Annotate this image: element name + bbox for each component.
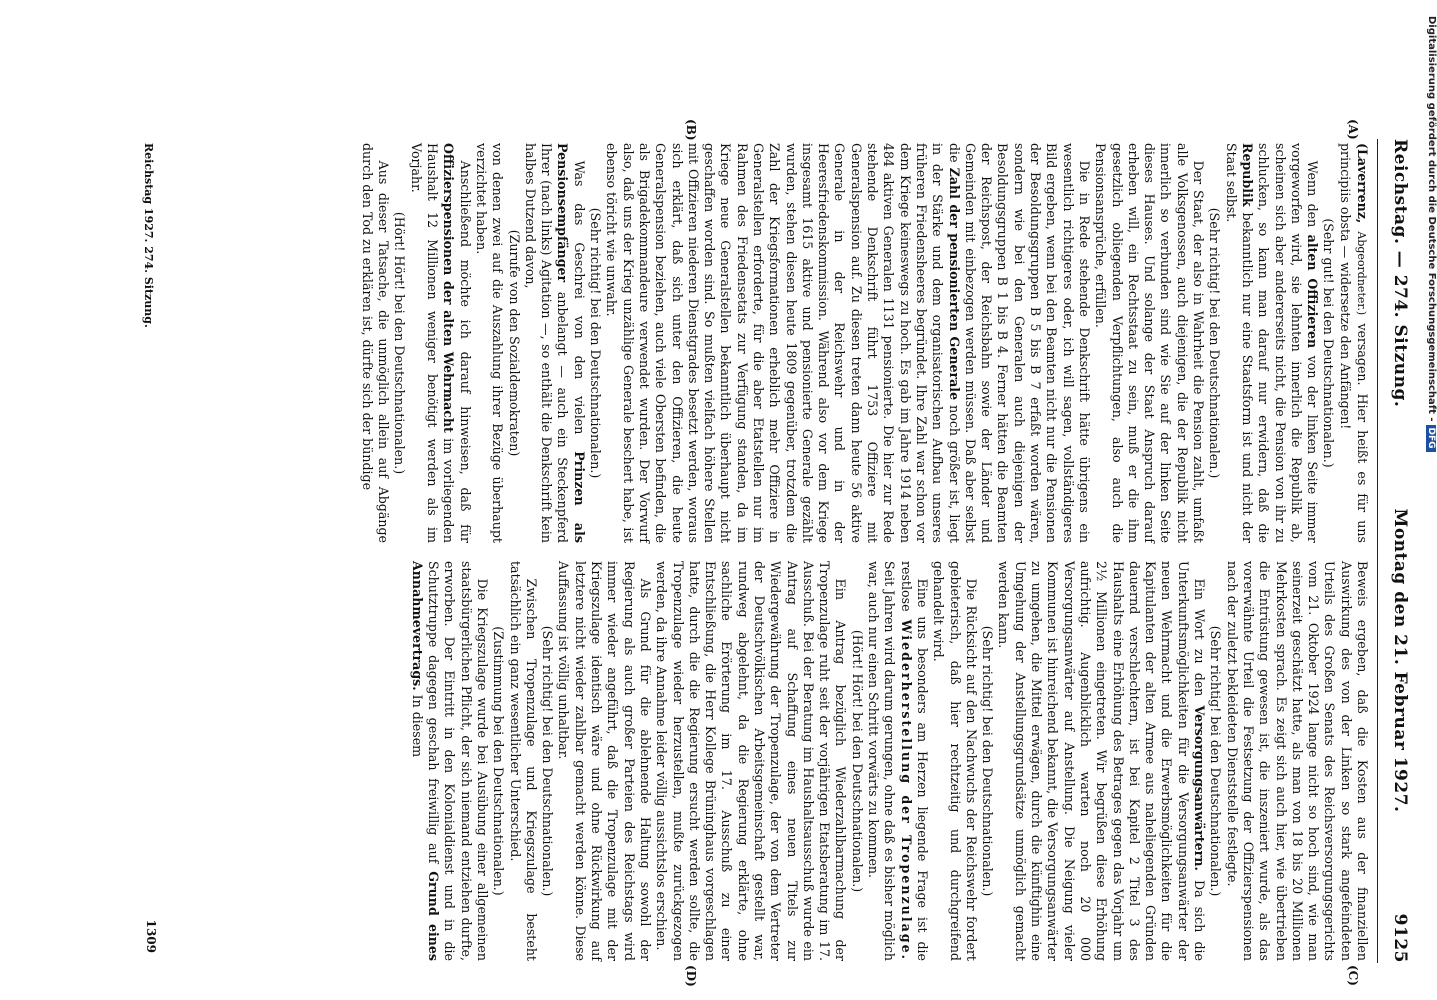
margin-letter-d: (D) xyxy=(684,965,698,987)
paragraph: Beweis ergeben, daß die Kosten aus der finanziellen Auswirkung des von der Linken so stark angefeindeten Urteils des Großen Senats des Reichsversorgungsgerichts vom 21. Oktober 1924 lange nicht so hoch sind, wie man seinerzeit geschätzt hatte, als man von 18 bis 20 Millionen Mehrkosten sprach. Es zeigt sich auch hier, wie übertrieben die Entrüstung gewesen ist, die inszeniert wurde, als das vorerwähnte Urteil die Festsetzung der Offizierspensionen nach der zuletzt bekleideten Dienststelle festlegte. xyxy=(1224,561,1370,961)
newspaper-page xyxy=(126,99,1418,993)
paragraph-text: von der linken Seite immer vorgeworfen wird, sie lehnten innerlich die Republik ab, scheinen sich aber andererseits nicht, die Pension von ihr zu schlucken, so kann man darauf nur erwidern, daß die xyxy=(1256,143,1321,543)
speaker-name: (Laverrenz, xyxy=(1355,143,1370,224)
emphasis: alten Offizieren xyxy=(1305,234,1321,349)
interjection: (Hört! Hört! bei den Deutschnationalen.) xyxy=(392,211,408,475)
paragraph-text: Seit Jahren wird darum gerungen, ohne daß es bisher möglich war, auch nur einen Schritt vorwärts zu kommen. xyxy=(866,561,898,961)
paragraph-text: Eine uns besonders am Herzen liegende Frage ist die restlose xyxy=(898,561,930,961)
header-rule xyxy=(1377,139,1378,963)
paragraph-text: versagen. Hier heißt es für uns principiis obsta — widersetze den Anfängen! xyxy=(1337,143,1370,543)
emphasis: Zahl der pensionierten Generale xyxy=(946,167,962,401)
paragraph xyxy=(1336,143,1370,543)
interjection: (Sehr richtig! bei den Deutschnationalen.) xyxy=(540,625,556,897)
paragraph: Die Rücksicht auf den Nachwuchs der Reichswehr fordert gebieterisch, daß hier rechtzeitig und durchgreifend gehandelt wird. xyxy=(931,561,979,961)
paragraph: Ein Antrag bezüglich Wiederzahlbarmachung der Tropenzulage ruht seit der vorjährigen Etatsberatung im 17. Ausschuß. Bei der Beratung im Haushaltsausschuß wurde ein Antrag auf Schaffung eines neuen Titels zur Wiedergewährung der Tropenzulage, der von dem Vertreter der Deutschvölkischen Arbeitsgemeinschaft gestellt war, rundweg abgelehnt, da die Regierung erklärte, ohne sachliche Erörterung im 17. Ausschuß zu einer Entschließung, die Herr Kollege Brüninghaus vorgeschlagen hatte, durch die die Regierung ersucht werden sollte, die Tropenzulage wieder herzustellen, mußte zurückgezogen werden, da ihre Annahme leider völlig aussichtslos erschien. xyxy=(654,561,849,961)
margin-letter-c: (C) xyxy=(1346,965,1360,986)
right-column xyxy=(166,561,1370,961)
paragraph xyxy=(407,143,472,543)
emphasis: Versorgungsanwärtern. xyxy=(1192,705,1208,871)
paragraph xyxy=(865,561,930,961)
paragraph-text: Die Kriegszulage wurde bei Ausübung einer allgemeinen staatsbürgerlichen Pflicht, der sich niemand entziehen durfte, erworben. Der Eintritt in den Kolonialdienst und in die Schutztruppe dagegen geschah freiwillig auf xyxy=(426,561,490,961)
paragraph: Zwischen Tropenzulage und Kriegszulage besteht tatsächlich ein ganz wesentlicher Unterschied. xyxy=(507,561,539,961)
footer-sheet-number: 1309 xyxy=(144,919,158,953)
paragraph-text: In diesem xyxy=(409,694,425,758)
interjection: (Hört! Hört! bei den Deutschnationalen.) xyxy=(849,629,865,893)
header-session: Reichstag. — 274. Sitzung. xyxy=(1390,139,1410,408)
paragraph-text: Anschließend möchte ich darauf hinweisen, daß für xyxy=(457,160,473,543)
header-date: Montag den 21. Februar 1927. xyxy=(1390,508,1410,813)
left-column xyxy=(166,143,1370,543)
paragraph xyxy=(522,143,587,543)
paragraph-text: Da sich die Unterkunftsmöglichkeiten für die Versorgungsanwärter der neuen Wehrmacht und die Erwerbsmöglichkeiten für die Kapitulanten der alten Armee aus naheliegenden Gründen dauernd verschlechtern, ist bei Kapitel 2 Titel 3 des Haushalts eine Erhöhung des Betrages gegen das Vorjahr um 2½ Millionen eingetreten. Wir begrüßen diese Erhöhung aufrichtig. Augenblicklich warten noch 20 000 Versorgungsanwärter auf Anstellung. Die Neigung vieler Kommunen ist hinreichend bekannt, die Versorgungsanwärter zu umgehen, die Mittel erwägen, durch die künftighin eine Umgehung der Anstellungsgrundsätze unmöglich gemacht werden kann. xyxy=(996,561,1208,961)
interjection: (Zurufe von den Sozialdemokraten) xyxy=(506,229,522,457)
paragraph-text: anbelangt — auch ein Steckenpferd Ihrer (nach links) Agitation —, so enthält die Denkschrift kein halbes Dutzend davon, xyxy=(522,143,571,543)
paragraph xyxy=(995,561,1207,961)
header-page-number: 9125 xyxy=(1390,913,1410,963)
interjection: (Sehr richtig! bei den Deutschnationalen.) xyxy=(588,207,604,479)
digitization-text: Digitalisierung gefördert durch die Deutsche Forschungsgemeinschaft - xyxy=(1426,16,1437,422)
interjection: (Sehr richtig! bei den Deutschnationalen.) xyxy=(1208,625,1224,897)
emphasis: Republik xyxy=(1239,143,1255,207)
emphasis: Offizierspensionen der alten Wehrmacht xyxy=(441,143,457,433)
paragraph: Der Staat, der also in Wahrheit die Pension zahlt, umfaßt alle Volksgenossen, auch diejenigen, die der Republik nicht innerlich so verbunden sind wie Sie auf der linken Seite dieses Hauses. Und solange der Staat Anspruch darauf erheben will, ein Rechtsstaat zu sein, muß er die ihm gesetzlich obliegenden Verpflichtungen, also auch die Pensionsansprüche, erfüllen. xyxy=(1093,143,1207,543)
paragraph: Als Grund für die ablehnende Haltung sowohl der Regierung als auch großer Parteien des Reichstags wird immer wieder angeführt, daß die Tropenzulage mit der Kriegszulage identisch wäre und ohne Rückwirkung auf letztere nicht wieder zahlbar gemacht werden könne. Diese Auffassung ist völlig unhaltbar. xyxy=(556,561,653,961)
dfg-logo: DFG xyxy=(1426,425,1436,452)
margin-letter-a: (A) xyxy=(1346,119,1360,140)
interjection: (Sehr gut! bei den Deutschnationalen.) xyxy=(1321,218,1337,468)
paragraph-text: Was das Geschrei von den vielen xyxy=(571,160,587,435)
paragraph: von denen zwei auf die Auszahlung ihrer Bezüge überhaupt verzichtet haben. xyxy=(473,143,506,543)
speaker-role: Abgeordneter.) xyxy=(1355,231,1368,316)
page-header xyxy=(1380,139,1410,963)
paragraph-text: Die in Rede stehende Denkschrift hätte übrigens ein wesentlich richtigeres oder, ich will sagen, vollständigeres Bild ergeben, wenn bei den Beamten nicht nur die Pensionen der Besoldungsgruppen B 5 bis B 7 erfaßt worden wären, sondern wie bei den Generalen auch diejenigen der Besoldungsgruppen B 1 bis B 4. Ferner hätten die Beamten der Reichspost, der Reichsbahn sowie der Länder und Gemeinden mit einbezogen werden müssen. Daß aber selbst die xyxy=(946,143,1092,543)
paragraph-text: bekanntlich nur eine Staatsform ist und nicht der Staat selbst. xyxy=(1223,143,1255,543)
paragraph xyxy=(603,143,1092,543)
emphasis: Prinzen als Pensionsempfänger xyxy=(555,143,587,543)
paragraph-text: Wenn den xyxy=(1305,160,1321,228)
margin-letter-b: (B) xyxy=(684,119,698,141)
digitization-note-text xyxy=(1426,16,1437,452)
emphasis: Wiederherstellung der Tropenzulage. xyxy=(898,619,914,961)
interjection: (Zustimmung bei den Deutschnationalen.) xyxy=(491,626,507,896)
paragraph xyxy=(408,561,489,961)
paragraph xyxy=(1222,143,1320,543)
paragraph: Aus dieser Tatsache, die unmöglich allein auf Abgänge durch den Tod zu erklären ist, dürfte sich der bündige xyxy=(359,143,392,543)
paragraph-text: im vorliegenden Haushalt 12 Millionen weniger benötigt werden als im Vorjahr. xyxy=(408,143,457,543)
interjection: (Sehr richtig! bei den Deutschnationalen.) xyxy=(980,625,996,897)
emphasis: Grund eines Annahmevertrags. xyxy=(409,561,442,961)
digitization-note xyxy=(1423,16,1437,776)
paragraph-text: Ein Wort zu den xyxy=(1192,578,1208,697)
interjection: (Sehr richtig! bei den Deutschnationalen.) xyxy=(1207,207,1223,479)
paragraph-text: noch größer ist, liegt in der Stärke und dem organisatorischen Aufbau unseres früheren Friedensheeres begründet. Ihre Zahl war schon vor dem Kriege keineswegs zu hoch. Es gab im Jahre 1914 neben 484 aktiven Generalen 1131 pensionierte. Die hier zur Rede stehende Denkschrift führt 1753 Offiziere mit Generalspension auf. Zu diesen treten dann heute 56 aktive Generale in der Reichswehr und in der Heeresfriedenskommission. Während also vor dem Kriege insgesamt 1615 aktive und pensionierte Generale gezählt wurden, stehen diesen heute 1809 gegenüber, trotzdem die Zahl der Kriegsformationen erheblich mehr Offiziere in Generalstellen erforderte, für die aber Etatstellen nur im Rahmen des Friedensetats zur Verfügung standen, da im Kriege neue Generalstellen bekanntlich überhaupt nicht geschaffen worden sind. So mußten vielfach höhere Stellen mit Offizieren niederen Dienstgrades besetzt werden, woraus sich erklärt, daß sich unter den Offizieren, die heute Generalspension beziehen, auch viele Obersten befinden, die als Brigadekommandeure verwendet wurden. Der Vorwurf also, daß uns der Krieg unzählige Generale beschert habe, ist ebenso töricht wie unwahr. xyxy=(604,143,962,543)
footer-imprint: Reichstag 1927. 274. Sitzung. xyxy=(142,143,155,328)
